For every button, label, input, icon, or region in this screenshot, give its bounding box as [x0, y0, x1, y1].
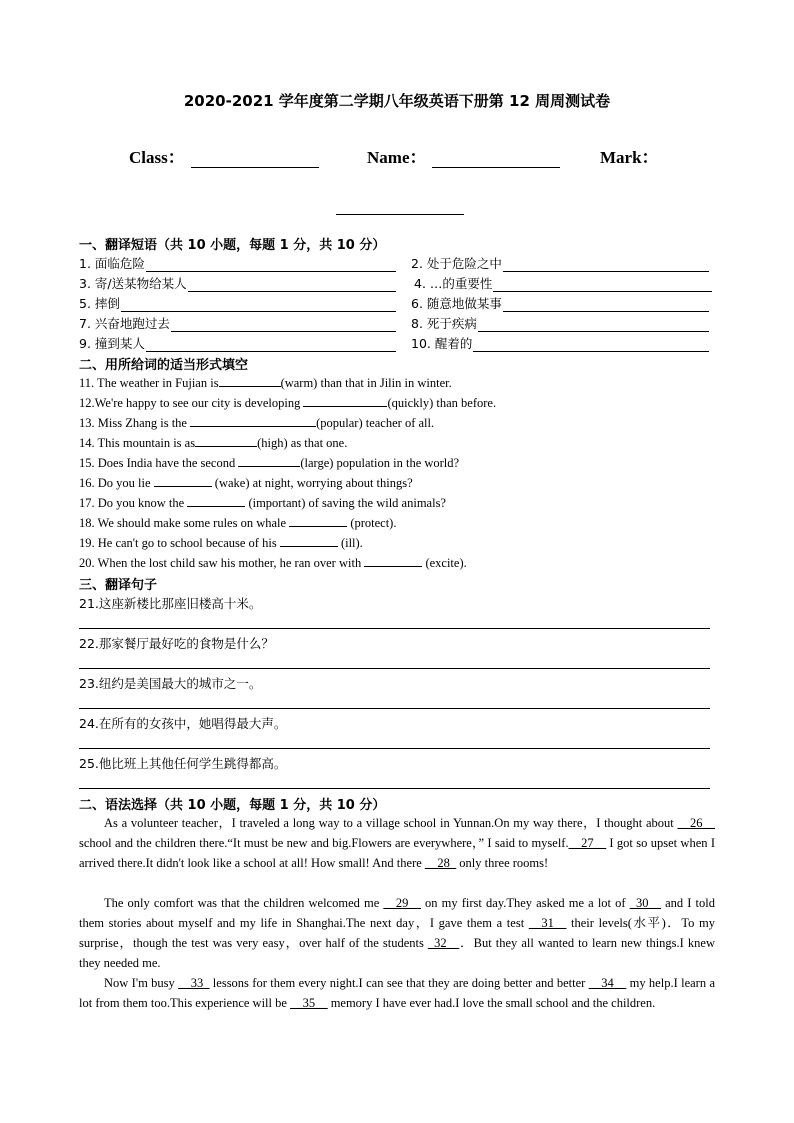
section4-heading: 二、语法选择（共 10 小题，每题 1 分，共 10 分） — [79, 798, 386, 813]
translate-question: 22.那家餐厅最好吃的食物是什么？ — [79, 636, 274, 651]
mark-field — [600, 143, 659, 168]
answer-blank[interactable] — [187, 494, 245, 507]
answer-line[interactable] — [79, 748, 710, 749]
phrase-item[interactable]: 9. 撞到某人 — [79, 334, 396, 352]
name-label: Name： — [367, 148, 427, 167]
phrase-item[interactable]: 10. 醒着的 — [411, 334, 709, 352]
passage-paragraph-3: Now I'm busy __33_ lessons for them every night.I can see that they are doing better and better __34__ my help.I learn a lot from them too.This experience will be __35__ memory I have ever had.I love the small school and the children. — [79, 976, 716, 1010]
mark-label: Mark： — [600, 148, 659, 167]
gap-26[interactable]: __26__ — [677, 816, 715, 830]
gap-32[interactable]: _32__ — [427, 936, 460, 950]
answer-blank[interactable] — [190, 414, 316, 427]
fill-question: 11. The weather in Fujian is (warm) than that in Jilin in winter. — [79, 376, 452, 390]
fill-question: 15. Does India have the second (large) population in the world? — [79, 456, 460, 470]
phrase-item[interactable]: 3. 寄/送某物给某人 — [79, 274, 396, 292]
fill-question: 19. He can't go to school because of his (ill). — [79, 536, 363, 550]
answer-line[interactable] — [79, 788, 710, 789]
fill-question: 18. We should make some rules on whale (protect). — [79, 516, 397, 530]
fill-question: 14. This mountain is as (high) as that one. — [79, 436, 348, 450]
class-blank[interactable] — [191, 151, 319, 168]
gap-33[interactable]: __33_ — [178, 976, 210, 990]
passage-paragraph-2: The only comfort was that the children welcomed me __29__ on my first day.They asked me a lot of _30__ and I told them stories about myself and my life in Shanghai.The next day，I gave them a test __31__ their levels(水平)．To my surprise，though the test was very easy，over half of the students _32__．But they all wanted to learn new things.I knew they needed me. — [79, 896, 716, 970]
fill-question: 20. When the lost child saw his mother, he ran over with (excite). — [79, 556, 467, 570]
name-field — [367, 143, 560, 168]
class-field — [129, 143, 319, 168]
section1-heading: 一、翻译短语（共 10 小题，每题 1 分，共 10 分） — [79, 238, 386, 253]
answer-line[interactable] — [79, 708, 710, 709]
answer-blank[interactable] — [154, 474, 212, 487]
answer-blank[interactable] — [289, 514, 347, 527]
section2-heading: 二、用所给词的适当形式填空 — [79, 358, 249, 373]
fill-question: 16. Do you lie (wake) at night, worrying about things? — [79, 476, 413, 490]
section3-heading: 三、翻译句子 — [79, 578, 158, 593]
gap-30[interactable]: _30__ — [629, 896, 661, 910]
answer-blank[interactable] — [364, 554, 422, 567]
gap-31[interactable]: __31__ — [528, 916, 567, 930]
class-label: Class： — [129, 148, 185, 167]
answer-blank[interactable] — [195, 434, 257, 447]
fill-question: 13. Miss Zhang is the (popular) teacher of all. — [79, 416, 435, 430]
phrase-item[interactable]: 7. 兴奋地跑过去 — [79, 314, 396, 332]
answer-blank[interactable] — [219, 374, 281, 387]
answer-blank[interactable] — [303, 394, 387, 407]
gap-34[interactable]: __34__ — [588, 976, 627, 990]
phrase-item[interactable]: 6. 随意地做某事 — [411, 294, 709, 312]
phrase-item[interactable]: 1. 面临危险 — [79, 254, 396, 272]
phrase-item[interactable]: 4. …的重要性 — [414, 274, 712, 292]
fill-question: 17. Do you know the (important) of saving the wild animals? — [79, 496, 446, 510]
answer-line[interactable] — [79, 668, 710, 669]
answer-blank[interactable] — [238, 454, 300, 467]
phrase-item[interactable]: 2. 处于危险之中 — [411, 254, 709, 272]
gap-27[interactable]: __27__ — [568, 836, 607, 850]
name-blank[interactable] — [432, 151, 560, 168]
gap-35[interactable]: __35__ — [290, 996, 328, 1010]
translate-question: 24.在所有的女孩中，她唱得最大声。 — [79, 716, 287, 731]
gap-29[interactable]: __29__ — [383, 896, 421, 910]
gap-28[interactable]: __28_ — [424, 856, 457, 870]
mark-blank[interactable] — [336, 198, 464, 215]
answer-line[interactable] — [79, 628, 710, 629]
phrase-item[interactable]: 8. 死于疾病 — [411, 314, 709, 332]
fill-question: 12.We're happy to see our city is developing (quickly) than before. — [79, 396, 497, 410]
translate-question: 21.这座新楼比那座旧楼高十米。 — [79, 596, 262, 611]
phrase-item[interactable]: 5. 摔倒 — [79, 294, 396, 312]
page-title: 2020-2021 学年度第二学期八年级英语下册第 12 周周测试卷 — [183, 92, 611, 110]
answer-blank[interactable] — [280, 534, 338, 547]
translate-question: 23.纽约是美国最大的城市之一。 — [79, 676, 262, 691]
translate-question: 25.他比班上其他任何学生跳得都高。 — [79, 756, 287, 771]
passage-paragraph-1: As a volunteer teacher，I traveled a long way to a village school in Yunnan.On my way there，I thought about __26__ school and the children there.“It must be new and big.Flowers are everywhere，” I said to myself.__27__ I got so upset when I arrived there.It didn't look like a school at all! How small! And there __28_ only three rooms! — [79, 816, 716, 870]
